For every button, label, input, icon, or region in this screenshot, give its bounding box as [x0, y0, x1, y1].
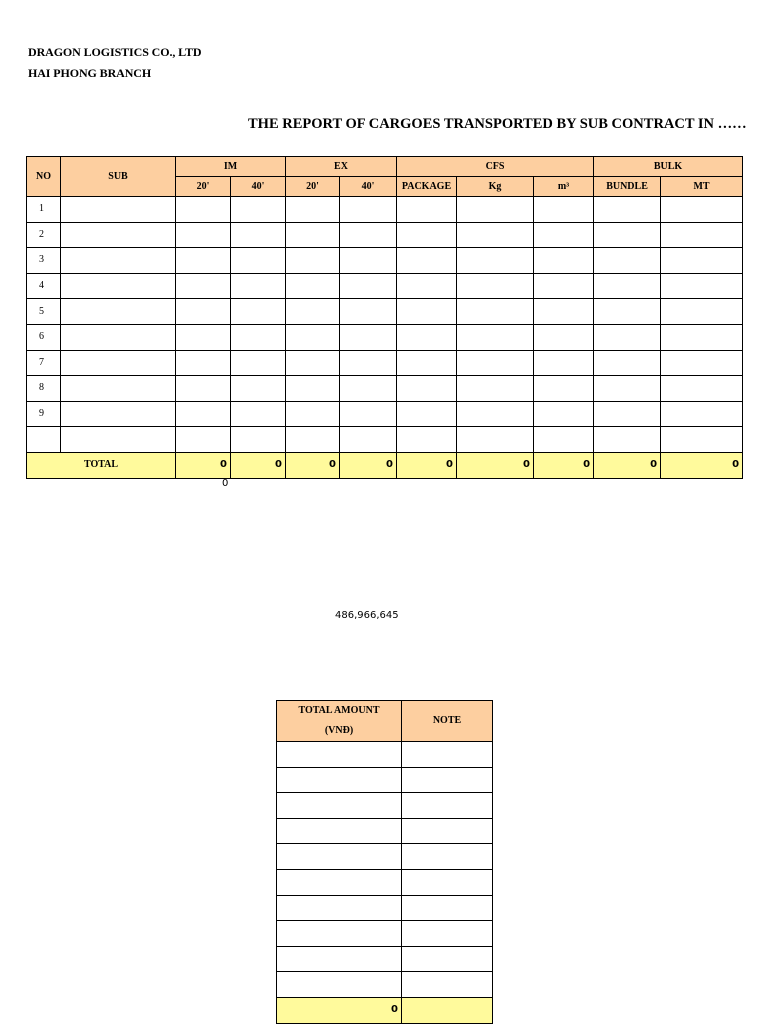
value-cell[interactable] [594, 273, 661, 299]
value-cell[interactable] [661, 350, 743, 376]
header-bulk-mt: MT [661, 177, 743, 197]
value-cell[interactable] [457, 197, 534, 223]
value-cell[interactable] [176, 324, 231, 350]
header-group-bulk: BULK [594, 157, 743, 177]
value-cell[interactable] [286, 427, 340, 453]
value-cell[interactable] [661, 427, 743, 453]
row-number: 7 [27, 350, 61, 376]
value-cell[interactable] [340, 376, 397, 402]
amount-cell[interactable] [277, 946, 402, 972]
amount-table [276, 700, 493, 1024]
total-value: 0 [397, 452, 457, 478]
amount-total-row [277, 997, 493, 1023]
note-cell[interactable] [402, 869, 493, 895]
total-value: 0 [340, 452, 397, 478]
value-cell[interactable] [534, 248, 594, 274]
value-cell[interactable] [594, 197, 661, 223]
total-value: 0 [286, 452, 340, 478]
table-row [27, 324, 743, 350]
table-row [27, 376, 743, 402]
stray-zero-value: 0 [222, 478, 229, 489]
value-cell[interactable] [534, 376, 594, 402]
cargo-report-table [26, 156, 743, 479]
value-cell[interactable] [534, 350, 594, 376]
header-group-im: IM [176, 157, 286, 177]
header-sub: SUB [61, 157, 176, 197]
amount-cell[interactable] [277, 742, 402, 768]
amount-row [277, 869, 493, 895]
header-bulk-bundle: BUNDLE [594, 177, 661, 197]
amount-row [277, 818, 493, 844]
note-cell[interactable] [402, 921, 493, 947]
value-cell[interactable] [340, 350, 397, 376]
row-number: 1 [27, 197, 61, 223]
value-cell[interactable] [231, 376, 286, 402]
sub-cell[interactable] [61, 350, 176, 376]
value-cell[interactable] [286, 401, 340, 427]
note-cell[interactable] [402, 818, 493, 844]
header-ex-20: 20' [286, 177, 340, 197]
row-number: 2 [27, 222, 61, 248]
amount-cell[interactable] [277, 767, 402, 793]
value-cell[interactable] [286, 197, 340, 223]
amount-cell[interactable] [277, 793, 402, 819]
note-cell[interactable] [402, 946, 493, 972]
header-total-amount [277, 701, 402, 742]
sub-cell[interactable] [61, 376, 176, 402]
header-currency-label: (VNĐ) [324, 725, 354, 736]
table-row [27, 222, 743, 248]
amount-cell[interactable] [277, 869, 402, 895]
header-group-cfs: CFS [397, 157, 594, 177]
note-cell[interactable] [402, 793, 493, 819]
header-cfs-kg: Kg [457, 177, 534, 197]
value-cell[interactable] [286, 248, 340, 274]
value-cell[interactable] [231, 427, 286, 453]
value-cell[interactable] [661, 324, 743, 350]
value-cell[interactable] [397, 350, 457, 376]
value-cell[interactable] [176, 273, 231, 299]
sub-cell[interactable] [61, 197, 176, 223]
value-cell[interactable] [534, 222, 594, 248]
value-cell[interactable] [286, 324, 340, 350]
value-cell[interactable] [594, 401, 661, 427]
value-cell[interactable] [397, 401, 457, 427]
sub-cell[interactable] [61, 401, 176, 427]
header-cfs-package: PACKAGE [397, 177, 457, 197]
value-cell[interactable] [594, 299, 661, 325]
total-row [27, 452, 743, 478]
value-cell[interactable] [534, 197, 594, 223]
value-cell[interactable] [286, 350, 340, 376]
value-cell[interactable] [397, 273, 457, 299]
value-cell[interactable] [176, 222, 231, 248]
amount-row [277, 793, 493, 819]
header-total-amount-label: TOTAL AMOUNT [298, 705, 380, 716]
row-number: 3 [27, 248, 61, 274]
total-value: 0 [231, 452, 286, 478]
value-cell[interactable] [594, 324, 661, 350]
value-cell[interactable] [457, 222, 534, 248]
amount-row [277, 742, 493, 768]
amount-row [277, 895, 493, 921]
value-cell[interactable] [340, 273, 397, 299]
value-cell[interactable] [594, 376, 661, 402]
value-cell[interactable] [397, 299, 457, 325]
value-cell[interactable] [457, 427, 534, 453]
value-cell[interactable] [231, 197, 286, 223]
value-cell[interactable] [457, 248, 534, 274]
header-im-20: 20' [176, 177, 231, 197]
value-cell[interactable] [534, 273, 594, 299]
total-value: 0 [534, 452, 594, 478]
value-cell[interactable] [457, 324, 534, 350]
sub-cell[interactable] [61, 273, 176, 299]
value-cell[interactable] [176, 427, 231, 453]
value-cell[interactable] [231, 248, 286, 274]
value-cell[interactable] [397, 222, 457, 248]
value-cell[interactable] [661, 299, 743, 325]
note-cell[interactable] [402, 767, 493, 793]
amount-row [277, 946, 493, 972]
value-cell[interactable] [286, 376, 340, 402]
value-cell[interactable] [340, 401, 397, 427]
value-cell[interactable] [534, 299, 594, 325]
value-cell[interactable] [594, 427, 661, 453]
value-cell[interactable] [176, 197, 231, 223]
value-cell[interactable] [397, 197, 457, 223]
stray-amount-value: 486,966,645 [335, 610, 399, 621]
header-ex-40: 40' [340, 177, 397, 197]
value-cell[interactable] [457, 299, 534, 325]
value-cell[interactable] [340, 427, 397, 453]
value-cell[interactable] [397, 376, 457, 402]
row-number: 9 [27, 401, 61, 427]
value-cell[interactable] [231, 273, 286, 299]
amount-cell[interactable] [277, 921, 402, 947]
report-title: THE REPORT OF CARGOES TRANSPORTED BY SUB CONTRACT IN …… [248, 116, 747, 132]
amount-row [277, 921, 493, 947]
value-cell[interactable] [340, 197, 397, 223]
amount-row [277, 844, 493, 870]
value-cell[interactable] [176, 299, 231, 325]
value-cell[interactable] [457, 273, 534, 299]
sub-cell[interactable] [61, 324, 176, 350]
note-cell[interactable] [402, 844, 493, 870]
value-cell[interactable] [340, 248, 397, 274]
row-number: 6 [27, 324, 61, 350]
value-cell[interactable] [594, 222, 661, 248]
header-im-40: 40' [231, 177, 286, 197]
value-cell[interactable] [397, 248, 457, 274]
value-cell[interactable] [176, 376, 231, 402]
value-cell[interactable] [176, 401, 231, 427]
value-cell[interactable] [340, 222, 397, 248]
value-cell[interactable] [286, 273, 340, 299]
value-cell[interactable] [340, 324, 397, 350]
branch-name: HAI PHONG BRANCH [28, 66, 152, 80]
table-row [27, 427, 743, 453]
value-cell[interactable] [661, 197, 743, 223]
company-name: DRAGON LOGISTICS CO., LTD [28, 45, 202, 59]
row-number: 8 [27, 376, 61, 402]
value-cell[interactable] [457, 376, 534, 402]
amount-cell[interactable] [277, 895, 402, 921]
value-cell[interactable] [594, 350, 661, 376]
amount-row [277, 972, 493, 998]
header-group-ex: EX [286, 157, 397, 177]
sub-cell[interactable] [61, 427, 176, 453]
value-cell[interactable] [457, 401, 534, 427]
value-cell[interactable] [397, 427, 457, 453]
note-cell[interactable] [402, 742, 493, 768]
header-note: NOTE [402, 701, 493, 742]
value-cell[interactable] [231, 350, 286, 376]
note-cell[interactable] [402, 895, 493, 921]
header-no: NO [27, 157, 61, 197]
row-number [27, 427, 61, 453]
table-row [27, 401, 743, 427]
row-number: 4 [27, 273, 61, 299]
table-row [27, 273, 743, 299]
value-cell[interactable] [661, 273, 743, 299]
amount-total-note [402, 997, 493, 1023]
value-cell[interactable] [661, 401, 743, 427]
value-cell[interactable] [231, 222, 286, 248]
value-cell[interactable] [176, 248, 231, 274]
value-cell[interactable] [661, 248, 743, 274]
value-cell[interactable] [231, 324, 286, 350]
sub-cell[interactable] [61, 222, 176, 248]
total-value: 0 [661, 452, 743, 478]
value-cell[interactable] [397, 324, 457, 350]
value-cell[interactable] [534, 324, 594, 350]
value-cell[interactable] [534, 427, 594, 453]
amount-total-value: 0 [277, 997, 402, 1023]
value-cell[interactable] [231, 401, 286, 427]
amount-cell[interactable] [277, 818, 402, 844]
value-cell[interactable] [286, 222, 340, 248]
row-number: 5 [27, 299, 61, 325]
value-cell[interactable] [231, 299, 286, 325]
value-cell[interactable] [661, 376, 743, 402]
value-cell[interactable] [340, 299, 397, 325]
value-cell[interactable] [594, 248, 661, 274]
note-cell[interactable] [402, 972, 493, 998]
total-label: TOTAL [27, 452, 176, 478]
amount-cell[interactable] [277, 972, 402, 998]
value-cell[interactable] [661, 222, 743, 248]
amount-row [277, 767, 493, 793]
table-row [27, 248, 743, 274]
total-value: 0 [594, 452, 661, 478]
value-cell[interactable] [534, 401, 594, 427]
header-cfs-m3: m³ [534, 177, 594, 197]
value-cell[interactable] [286, 299, 340, 325]
total-value: 0 [176, 452, 231, 478]
value-cell[interactable] [176, 350, 231, 376]
table-row [27, 197, 743, 223]
amount-cell[interactable] [277, 844, 402, 870]
table-row [27, 299, 743, 325]
value-cell[interactable] [457, 350, 534, 376]
total-value: 0 [457, 452, 534, 478]
sub-cell[interactable] [61, 299, 176, 325]
sub-cell[interactable] [61, 248, 176, 274]
table-row [27, 350, 743, 376]
